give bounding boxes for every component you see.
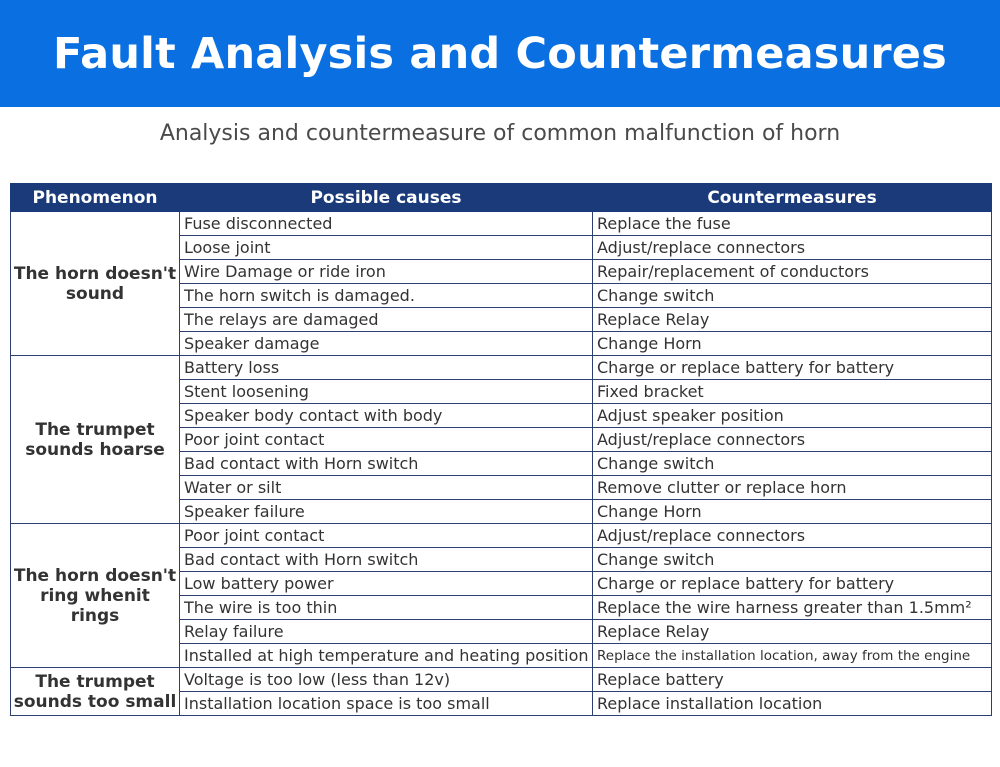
countermeasure-cell: Charge or replace battery for battery xyxy=(593,356,992,380)
countermeasure-cell: Charge or replace battery for battery xyxy=(593,572,992,596)
header-possible-causes: Possible causes xyxy=(180,184,593,212)
countermeasure-cell: Replace installation location xyxy=(593,692,992,716)
cause-cell: Bad contact with Horn switch xyxy=(180,548,593,572)
header-phenomenon: Phenomenon xyxy=(11,184,180,212)
cause-cell: Loose joint xyxy=(180,236,593,260)
cause-cell: Installed at high temperature and heating position xyxy=(180,644,593,668)
countermeasure-cell: Adjust speaker position xyxy=(593,404,992,428)
countermeasure-cell: Replace the installation location, away from the engine xyxy=(593,644,992,668)
countermeasure-cell: Change Horn xyxy=(593,500,992,524)
countermeasure-cell: Repair/replacement of conductors xyxy=(593,260,992,284)
cause-cell: Poor joint contact xyxy=(180,428,593,452)
countermeasure-cell: Change Horn xyxy=(593,332,992,356)
countermeasure-cell: Replace Relay xyxy=(593,308,992,332)
countermeasure-cell: Change switch xyxy=(593,284,992,308)
countermeasure-cell: Remove clutter or replace horn xyxy=(593,476,992,500)
phenomenon-cell: The trumpet sounds hoarse xyxy=(11,356,180,524)
cause-cell: Relay failure xyxy=(180,620,593,644)
header-countermeasures: Countermeasures xyxy=(593,184,992,212)
countermeasure-cell: Adjust/replace connectors xyxy=(593,524,992,548)
page-title: Fault Analysis and Countermeasures xyxy=(53,28,947,79)
cause-cell: Battery loss xyxy=(180,356,593,380)
countermeasure-cell: Adjust/replace connectors xyxy=(593,428,992,452)
countermeasure-cell: Fixed bracket xyxy=(593,380,992,404)
fault-table xyxy=(10,183,992,716)
cause-cell: Poor joint contact xyxy=(180,524,593,548)
countermeasure-cell: Change switch xyxy=(593,548,992,572)
cause-cell: The horn switch is damaged. xyxy=(180,284,593,308)
cause-cell: Water or silt xyxy=(180,476,593,500)
cause-cell: Speaker damage xyxy=(180,332,593,356)
cause-cell: Low battery power xyxy=(180,572,593,596)
countermeasure-cell: Replace battery xyxy=(593,668,992,692)
cause-cell: Fuse disconnected xyxy=(180,212,593,236)
cause-cell: Speaker failure xyxy=(180,500,593,524)
cause-cell: The wire is too thin xyxy=(180,596,593,620)
title-banner xyxy=(0,0,1000,107)
table-row xyxy=(11,668,992,692)
cause-cell: The relays are damaged xyxy=(180,308,593,332)
table-body xyxy=(11,212,992,716)
cause-cell: Stent loosening xyxy=(180,380,593,404)
phenomenon-cell: The horn doesn't ring whenit rings xyxy=(11,524,180,668)
phenomenon-cell: The trumpet sounds too small xyxy=(11,668,180,716)
cause-cell: Wire Damage or ride iron xyxy=(180,260,593,284)
cause-cell: Speaker body contact with body xyxy=(180,404,593,428)
countermeasure-cell: Change switch xyxy=(593,452,992,476)
countermeasure-cell: Replace the wire harness greater than 1.5mm² xyxy=(593,596,992,620)
table-row xyxy=(11,524,992,548)
page-subtitle: Analysis and countermeasure of common malfunction of horn xyxy=(159,121,841,146)
countermeasure-cell: Replace the fuse xyxy=(593,212,992,236)
cause-cell: Installation location space is too small xyxy=(180,692,593,716)
cause-cell: Voltage is too low (less than 12v) xyxy=(180,668,593,692)
cause-cell: Bad contact with Horn switch xyxy=(180,452,593,476)
table-header-row xyxy=(11,184,992,212)
phenomenon-cell: The horn doesn't sound xyxy=(11,212,180,356)
table-row xyxy=(11,356,992,380)
countermeasure-cell: Replace Relay xyxy=(593,620,992,644)
table-row xyxy=(11,212,992,236)
countermeasure-cell: Adjust/replace connectors xyxy=(593,236,992,260)
